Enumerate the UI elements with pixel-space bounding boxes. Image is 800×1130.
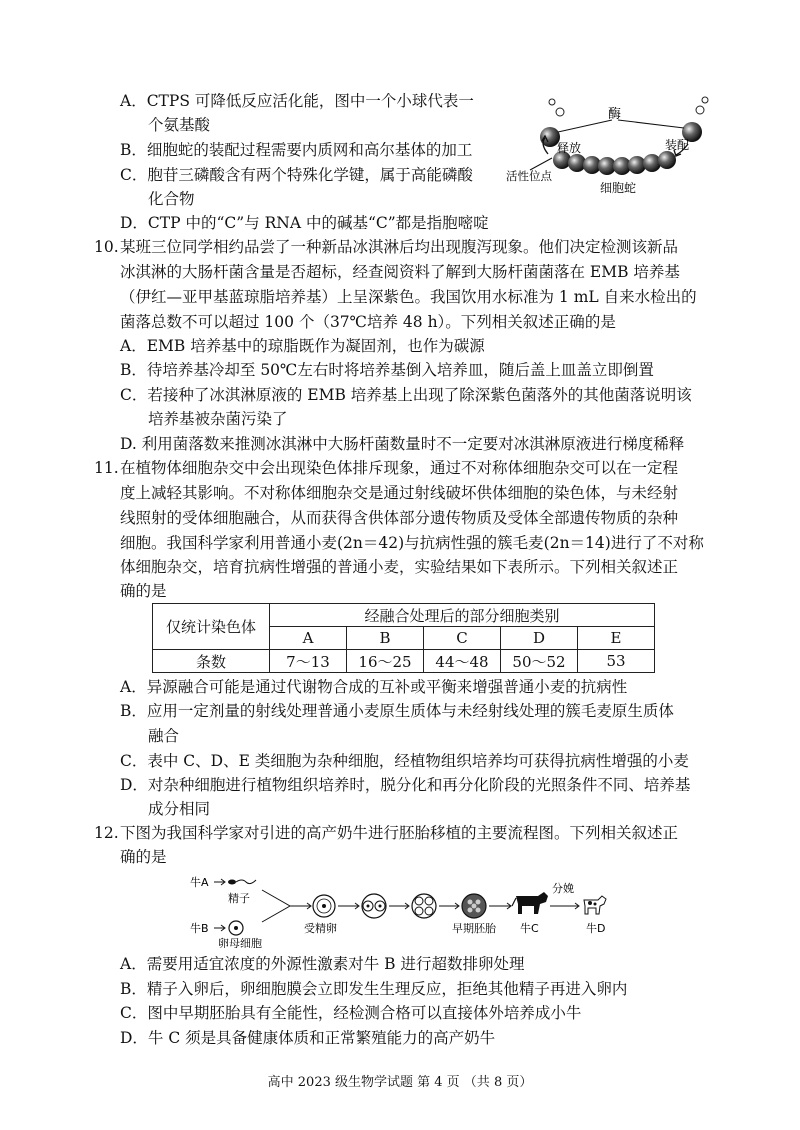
q11-option-b-line1: B．应用一定剂量的射线处理普通小麦原生质体与未经射线处理的簇毛麦原生质体 <box>120 702 674 720</box>
q10-stem-line1: 某班三位同学相约品尝了一种新品冰淇淋后均出现腹泻现象。他们决定检测该新品 <box>120 238 679 256</box>
q11-option-d-line2: 成分相同 <box>148 800 211 818</box>
q11-option-a: A．异源融合可能是通过代谢物合成的互补或平衡来增强普通小麦的抗病性 <box>120 678 628 696</box>
q9-option-a-line1: A．CTPS 可降低反应活化能，图中一个小球代表一 <box>120 92 474 110</box>
q9-option-a-line2: 个氨基酸 <box>148 116 211 134</box>
sperm-label: 精子 <box>228 892 250 905</box>
sperm-icon <box>228 880 256 885</box>
q12-option-d: D．牛 C 须是具备健康体质和正常繁殖能力的高产奶牛 <box>120 1029 496 1047</box>
q11-option-b-line2: 融合 <box>148 727 180 745</box>
table-col-e: E <box>578 627 655 650</box>
table-cell: 7～13 <box>270 650 347 673</box>
q10-option-d: D. 利用菌落数来推测冰淇淋中大肠杆菌数量时不一定要对冰淇淋原液进行梯度稀释 <box>120 435 685 453</box>
cell-snake-label: 细胞蛇 <box>600 181 637 195</box>
table-cell: 53 <box>578 650 655 673</box>
q9-option-b: B．细胞蛇的装配过程需要内质网和高尔基体的加工 <box>120 141 473 159</box>
q12-number: 12. <box>94 824 119 842</box>
enzyme-label: 酶 <box>608 107 622 122</box>
zygote-icon <box>313 895 335 917</box>
four-cell-embryo-icon <box>412 894 436 918</box>
active-site-label: 活性位点 <box>506 169 552 183</box>
cell-snake-figure <box>500 92 720 202</box>
q9-option-d: D．CTP 中的“C”与 RNA 中的碱基“C”都是指胞嘧啶 <box>120 214 489 232</box>
cow-d-label: 牛D <box>586 922 606 935</box>
page-footer: 高中 2023 级生物学试题 第 4 页 （共 8 页） <box>267 1075 533 1090</box>
cow-a-label: 牛A <box>190 876 209 889</box>
q10-option-b: B．待培养基冷却至 50℃左右时将培养基倒入培养皿，随后盖上皿盖立即倒置 <box>120 361 654 379</box>
delivery-label: 分娩 <box>552 882 574 895</box>
cow-b-label: 牛B <box>190 922 209 935</box>
release-label: 释放 <box>557 141 582 155</box>
q10-number: 10. <box>94 238 119 256</box>
table-group-header: 经融合处理后的部分细胞类别 <box>270 604 655 627</box>
q11-stem-line4: 细胞。我国科学家利用普通小麦(2n＝42)与抗病性强的簇毛麦(2n＝14)进行了不对称 <box>120 534 704 552</box>
q9-option-c-line2: 化合物 <box>148 190 195 208</box>
table-cell: 16～25 <box>347 650 424 673</box>
cow-c-icon <box>512 892 548 914</box>
q12-option-a: A．需要用适宜浓度的外源性激素对牛 B 进行超数排卵处理 <box>120 955 525 973</box>
q11-stem-line1: 在植物体细胞杂交中会出现染色体排斥现象，通过不对称体细胞杂交可以在一定程 <box>120 459 679 477</box>
q10-stem-line2: 冰淇淋的大肠杆菌含量是否超标，经查阅资料了解到大肠杆菌菌落在 EMB 培养基 <box>120 263 680 281</box>
q10-option-c-line1: C．若接种了冰淇淋原液的 EMB 培养基上出现了除深紫色菌落外的其他菌落说明该 <box>120 386 692 404</box>
q12-stem-line2: 确的是 <box>120 848 167 866</box>
cow-c-label: 牛C <box>520 922 539 935</box>
early-embryo-icon <box>462 894 486 918</box>
early-embryo-label: 早期胚胎 <box>452 922 496 935</box>
table-row-header: 仅统计染色体 <box>153 604 270 650</box>
table-col-c: C <box>424 627 501 650</box>
table-col-d: D <box>501 627 578 650</box>
table-col-a: A <box>270 627 347 650</box>
chromosome-count-table <box>152 603 655 673</box>
two-cell-embryo-icon <box>362 894 386 918</box>
q11-option-d-line1: D．对杂种细胞进行植物组织培养时，脱分化和再分化阶段的光照条件不同、培养基 <box>120 776 691 794</box>
egg-label: 卵母细胞 <box>218 937 262 948</box>
q11-stem-line2: 度上减轻其影响。不对称体细胞杂交是通过射线破坏供体细胞的染色体，与未经射 <box>120 484 679 502</box>
q11-stem-line5: 体细胞杂交，培育抗病性增强的普通小麦，实验结果如下表所示。下列相关叙述正 <box>120 558 679 576</box>
q12-stem-line1: 下图为我国科学家对引进的高产奶牛进行胚胎移植的主要流程图。下列相关叙述正 <box>120 824 679 842</box>
q11-option-c: C．表中 C、D、E 类细胞为杂种细胞，经植物组织培养均可获得抗病性增强的小麦 <box>120 752 689 770</box>
q10-stem-line3: （伊红—亚甲基蓝琼脂培养基）上呈深紫色。我国饮用水标准为 1 mL 自来水检出的 <box>120 288 697 306</box>
table-col-b: B <box>347 627 424 650</box>
q11-stem-line3: 线照射的受体细胞融合，从而获得含供体部分遗传物质及受体全部遗传物质的杂种 <box>120 509 679 527</box>
q10-option-c-line2: 培养基被杂菌污染了 <box>148 410 288 428</box>
table-row-label: 条数 <box>153 650 270 673</box>
q11-number: 11. <box>94 459 119 477</box>
zygote-label: 受精卵 <box>304 922 337 935</box>
egg-icon <box>229 921 243 935</box>
q12-option-c: C．图中早期胚胎具有全能性，经检测合格可以直接体外培养成小牛 <box>120 1004 582 1022</box>
q10-stem-line4: 菌落总数不可以超过 100 个（37℃培养 48 h）。下列相关叙述正确的是 <box>120 313 616 331</box>
assemble-label: 装配 <box>665 138 690 152</box>
q12-option-b: B．精子入卵后，卵细胞膜会立即发生生理反应，拒绝其他精子再进入卵内 <box>120 980 628 998</box>
q9-option-c-line1: C．胞苷三磷酸含有两个特殊化学键，属于高能磷酸 <box>120 166 473 184</box>
q11-stem-line6: 确的是 <box>120 582 167 600</box>
table-cell: 50～52 <box>501 650 578 673</box>
cow-d-icon <box>584 896 606 914</box>
q10-option-a: A．EMB 培养基中的琼脂既作为凝固剂，也作为碳源 <box>120 337 485 355</box>
embryo-transfer-flowchart <box>180 866 620 948</box>
table-cell: 44～48 <box>424 650 501 673</box>
